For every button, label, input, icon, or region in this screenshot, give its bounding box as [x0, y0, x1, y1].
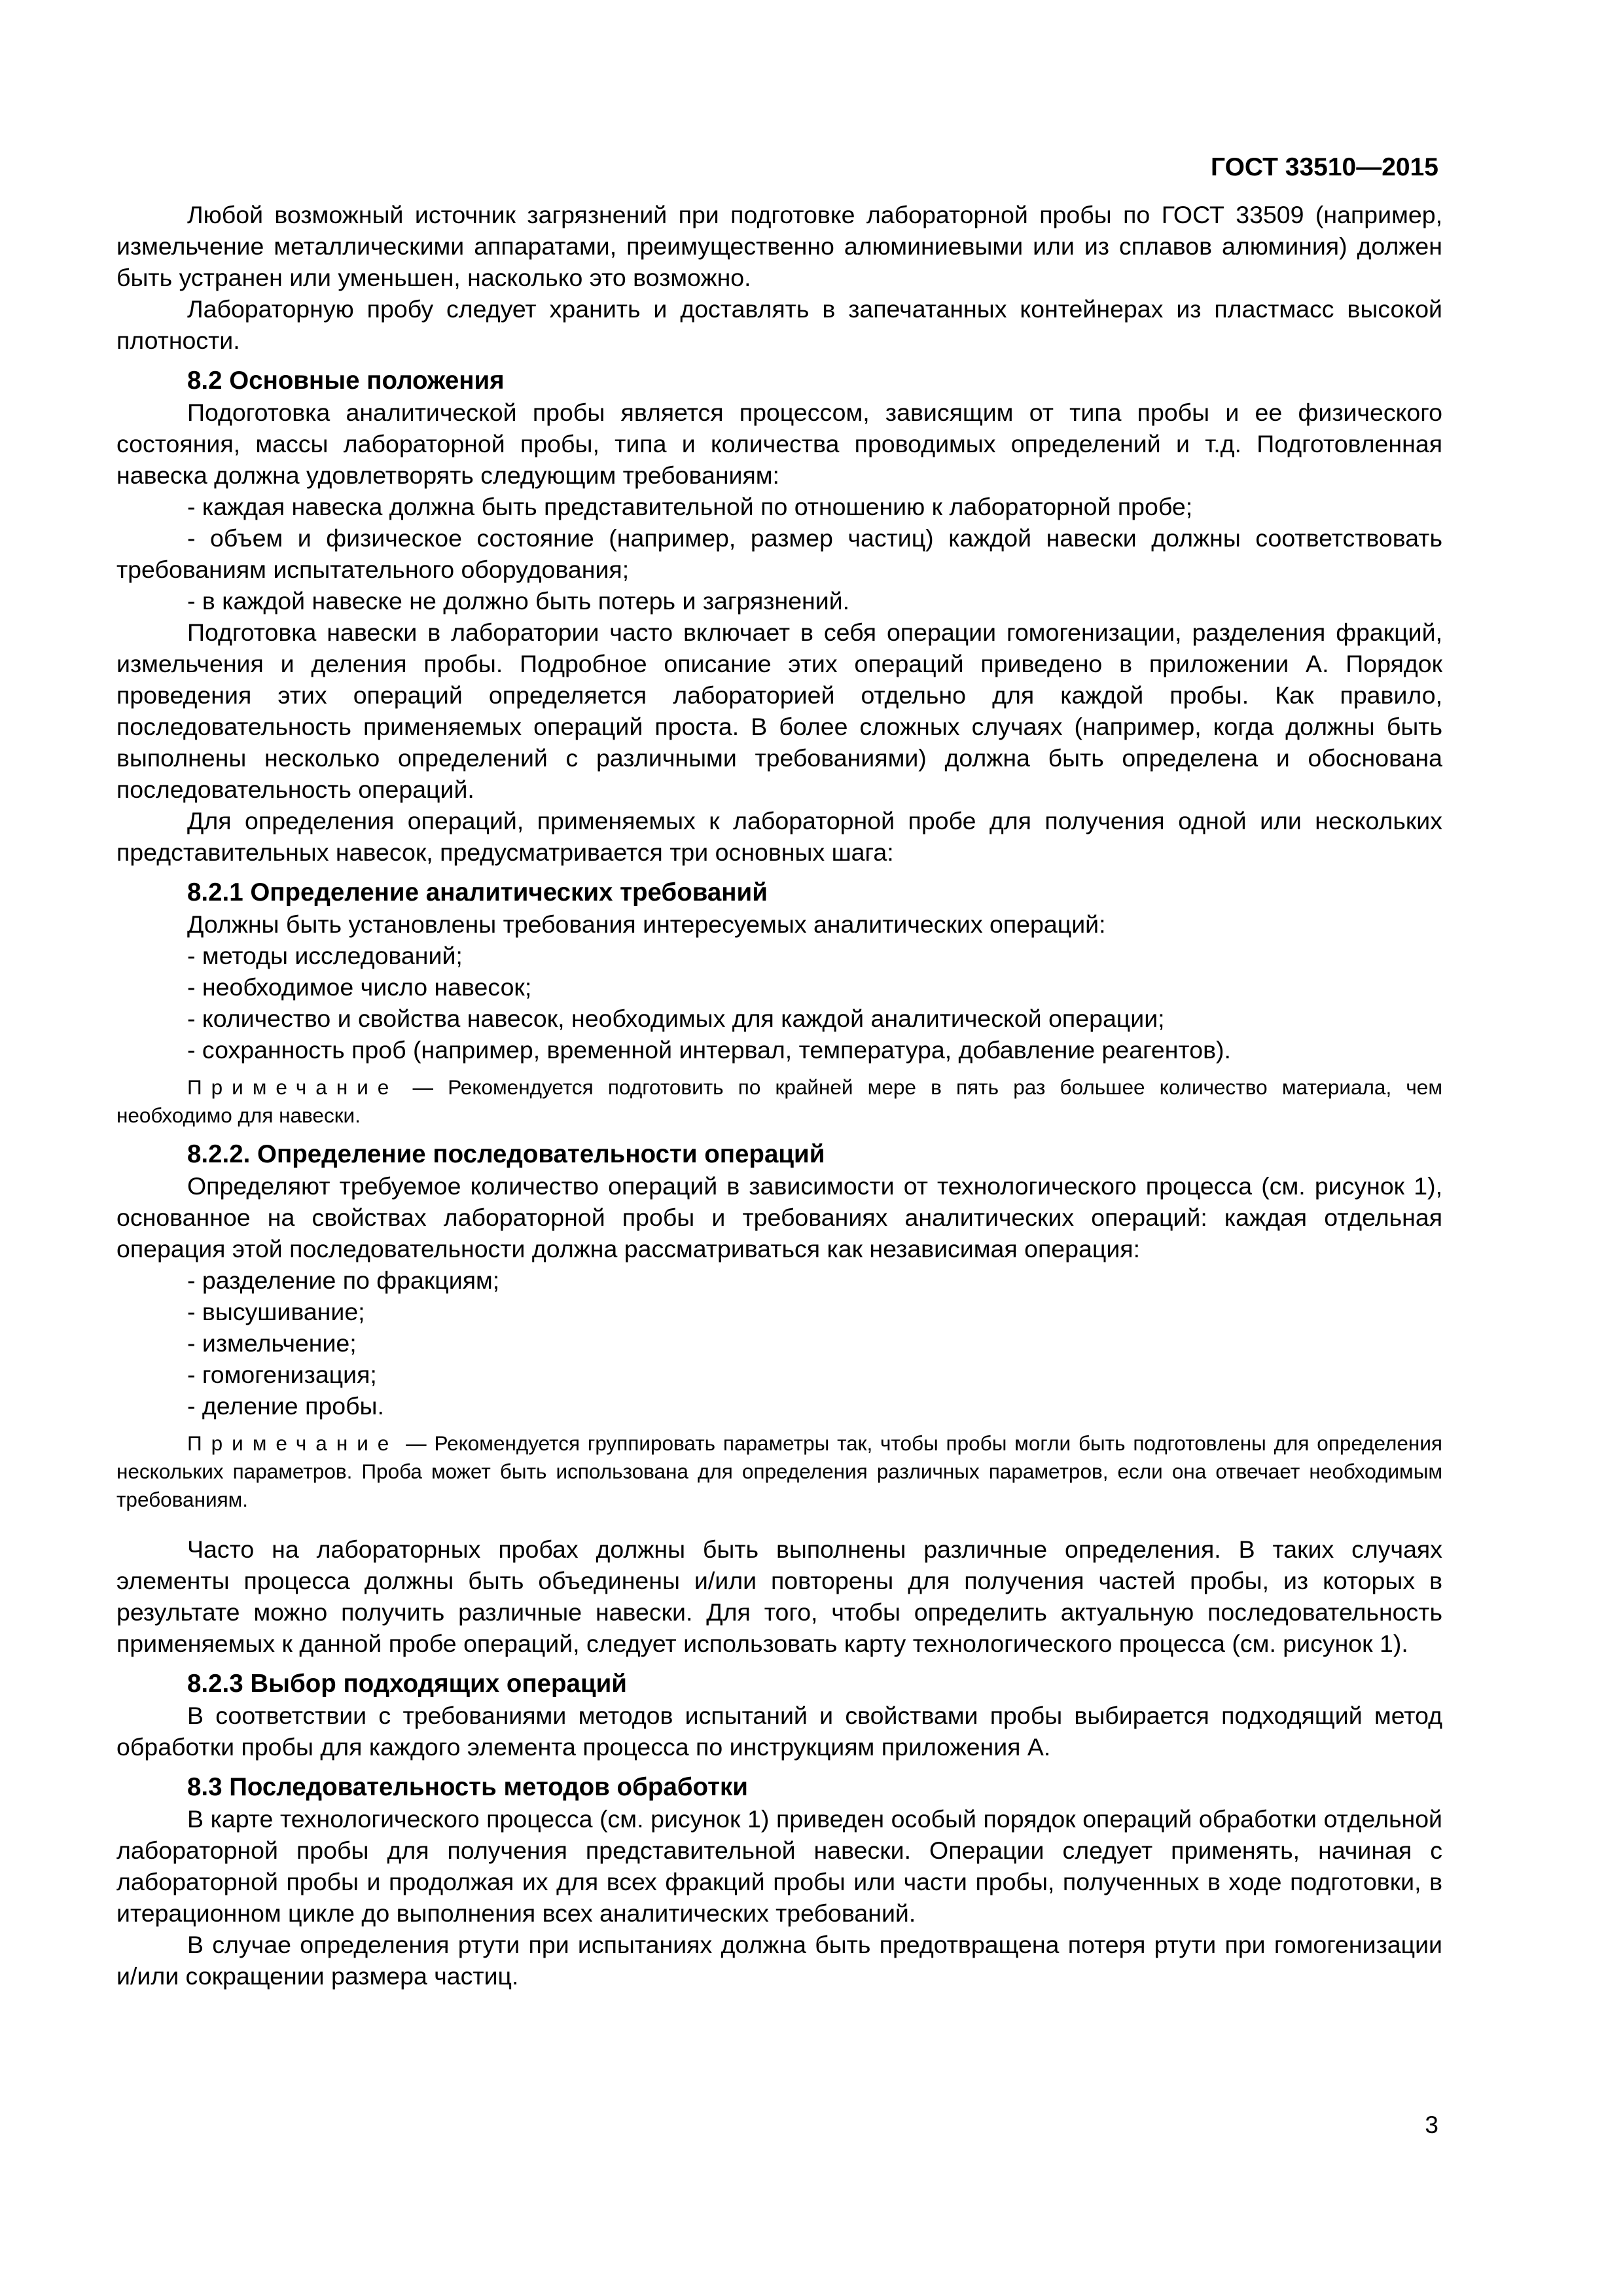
list-item: - объем и физическое состояние (например, размер частиц) каждой навески должны соответствовать требованиям испытательного оборудования;	[116, 524, 1442, 583]
list-item: - количество и свойства навесок, необходимых для каждой аналитической операции;	[187, 1005, 1165, 1032]
list-item: - каждая навеска должна быть представительной по отношению к лабораторной пробе;	[187, 493, 1193, 520]
paragraph: Лабораторную пробу следует хранить и доставлять в запечатанных контейнерах из пластмасс высокой плотности.	[116, 295, 1442, 354]
section-heading-8-3: 8.3 Последовательность методов обработки	[187, 1773, 748, 1801]
list-item: - гомогенизация;	[187, 1361, 377, 1388]
page-number: 3	[1425, 2111, 1438, 2138]
document-code: ГОСТ 33510—2015	[1211, 153, 1438, 181]
section-heading-8-2: 8.2 Основные положения	[187, 367, 505, 395]
paragraph: Для определения операций, применяемых к лабораторной пробе для получения одной или нескольких представительных навесок, предусматривается три основных шага:	[116, 807, 1442, 866]
paragraph: Определяют требуемое количество операций в зависимости от технологического процесса (см. рисунок 1), основанное на свойствах лабораторной пробы и требованиях аналитических операций: каждая отдельная операция этой последовательности должна рассматриваться как независимая операция:	[116, 1172, 1442, 1263]
paragraph: В карте технологического процесса (см. рисунок 1) приведен особый порядок операций обработки отдельной лабораторной пробы для получения представительной навески. Операции следует применять, начиная с лабораторной пробы и продолжая их для всех фракций пробы или части пробы, полученных в ходе подготовки, в итерационном цикле до выполнения всех аналитических требований.	[116, 1805, 1442, 1927]
paragraph: Подоготовка аналитической пробы является процессом, зависящим от типа пробы и ее физического состояния, массы лабораторной пробы, типа и количества проводимых определений и т.д. Подготовленная навеска должна удовлетворять следующим требованиям:	[116, 399, 1442, 489]
document-body	[116, 199, 1442, 1992]
paragraph: В случае определения ртути при испытаниях должна быть предотвращена потеря ртути при гомогенизации и/или сокращении размера частиц.	[116, 1931, 1442, 1990]
list-item: - необходимое число навесок;	[187, 973, 532, 1001]
note-text: — Рекомендуется подготовить по крайней мере в пять раз большее количество материала, чем необходимо для навески.	[116, 1075, 1442, 1127]
paragraph: Подготовка навески в лаборатории часто включает в себя операции гомогенизации, разделения фракций, измельчения и деления пробы. Подробное описание этих операций приведено в приложении А. Порядок проведения этих операций определяется лабораторией отдельно для каждой пробы. Как правило, последовательность применяемых операций проста. В более сложных случаях (например, когда должны быть выполнены несколько определений с различными требованиями) должна быть определена и обоснована последовательность операций.	[116, 619, 1442, 803]
note	[116, 1429, 1442, 1514]
section-heading-8-2-3: 8.2.3 Выбор подходящих операций	[187, 1670, 627, 1698]
note-label: Примечание	[187, 1075, 399, 1099]
list-item: - высушивание;	[187, 1298, 365, 1325]
paragraph: В соответствии с требованиями методов испытаний и свойствами пробы выбирается подходящий метод обработки пробы для каждого элемента процесса по инструкциям приложения А.	[116, 1702, 1442, 1761]
list-item: - измельчение;	[187, 1329, 357, 1357]
paragraph: Любой возможный источник загрязнений при подготовке лабораторной пробы по ГОСТ 33509 (например, измельчение металлическими аппаратами, преимущественно алюминиевыми или из сплавов алюминия) должен быть устранен или уменьшен, насколько это возможно.	[116, 201, 1442, 291]
list-item: - в каждой навеске не должно быть потерь и загрязнений.	[187, 587, 850, 615]
paragraph: Должны быть установлены требования интересуемых аналитических операций:	[187, 910, 1106, 938]
note-label: Примечание	[187, 1431, 399, 1455]
note-text: — Рекомендуется группировать параметры так, чтобы пробы могли быть подготовлены для определения нескольких параметров. Проба может быть использована для определения различных параметров, если она отвечает необходимым требованиям.	[116, 1431, 1442, 1511]
paragraph: Часто на лабораторных пробах должны быть выполнены различные определения. В таких случаях элементы процесса должны быть объединены и/или повторены для получения частей пробы, из которых в результате можно получить различные навески. Для того, чтобы определить актуальную последовательность применяемых к данной пробе операций, следует использовать карту технологического процесса (см. рисунок 1).	[116, 1535, 1442, 1657]
list-item: - методы исследований;	[187, 942, 463, 969]
list-item: - сохранность проб (например, временной интервал, температура, добавление реагентов).	[187, 1036, 1231, 1064]
section-heading-8-2-1: 8.2.1 Определение аналитических требований	[187, 878, 768, 906]
note	[116, 1073, 1442, 1130]
list-item: - деление пробы.	[187, 1392, 384, 1420]
section-heading-8-2-2: 8.2.2. Определение последовательности операций	[187, 1140, 825, 1168]
list-item: - разделение по фракциям;	[187, 1266, 500, 1294]
